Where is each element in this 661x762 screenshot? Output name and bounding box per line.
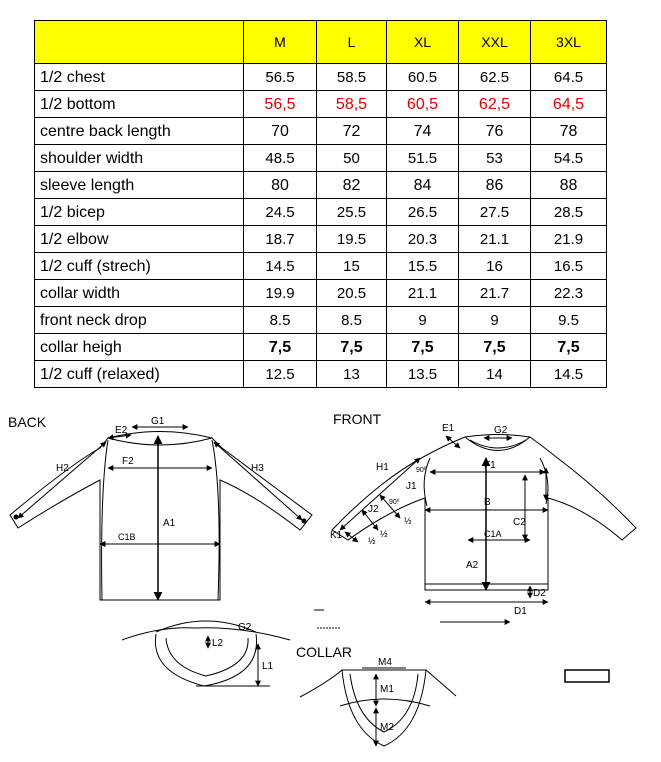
blank-box (565, 670, 609, 682)
measurement-value-m: 18.7 (244, 226, 317, 253)
front-label-half2: ½ (380, 529, 388, 539)
collar-back-label-l2: L2 (212, 638, 224, 649)
measurement-value-l: 7,5 (317, 334, 387, 361)
measurement-label: centre back length (35, 118, 244, 145)
measurement-label: sleeve length (35, 172, 244, 199)
size-row (35, 280, 607, 307)
measurement-value-xxl: 86 (459, 172, 531, 199)
size-row (35, 226, 607, 253)
measurement-value-xxl: 62.5 (459, 64, 531, 91)
measurement-value-xl: 21.1 (387, 280, 459, 307)
measurement-value-l: 8.5 (317, 307, 387, 334)
measurement-value-m: 7,5 (244, 334, 317, 361)
garment-measurement-diagram (0, 400, 661, 762)
size-row (35, 91, 607, 118)
collar-back-label-l1: L1 (262, 661, 274, 672)
measurement-value-m: 14.5 (244, 253, 317, 280)
measurement-value-l: 15 (317, 253, 387, 280)
size-header-row (35, 21, 607, 64)
front-label-i: I (545, 470, 548, 481)
back-title: BACK (8, 414, 47, 430)
back-view (8, 414, 312, 600)
measurement-label: collar width (35, 280, 244, 307)
size-chart-table (34, 20, 607, 388)
measurement-value-3xl: 78 (531, 118, 607, 145)
back-label-g1: G1 (151, 416, 165, 427)
collar-label-m2: M2 (380, 722, 394, 733)
measurement-value-xxl: 62,5 (459, 91, 531, 118)
measurement-value-xxl: 21.7 (459, 280, 531, 307)
measurement-value-3xl: 21.9 (531, 226, 607, 253)
size-row (35, 118, 607, 145)
front-label-f1: F1 (484, 460, 496, 471)
measurement-label: shoulder width (35, 145, 244, 172)
measurement-value-xxl: 7,5 (459, 334, 531, 361)
measurement-value-3xl: 7,5 (531, 334, 607, 361)
measurement-value-m: 56,5 (244, 91, 317, 118)
measurement-value-3xl: 22.3 (531, 280, 607, 307)
front-label-deg1: 90º (416, 467, 427, 474)
measurement-value-xl: 26.5 (387, 199, 459, 226)
front-label-k1: K1 (330, 530, 343, 541)
size-header-3xl: 3XL (531, 21, 607, 64)
measurement-value-l: 20.5 (317, 280, 387, 307)
measurement-value-xxl: 16 (459, 253, 531, 280)
size-row (35, 64, 607, 91)
measurement-value-3xl: 9.5 (531, 307, 607, 334)
size-row (35, 199, 607, 226)
measurement-value-l: 25.5 (317, 199, 387, 226)
measurement-value-m: 56.5 (244, 64, 317, 91)
front-label-c1a: C1A (484, 529, 502, 539)
measurement-label: 1/2 elbow (35, 226, 244, 253)
front-label-e1: E1 (442, 423, 455, 434)
measurement-label: 1/2 cuff (strech) (35, 253, 244, 280)
measurement-value-xxl: 53 (459, 145, 531, 172)
size-row (35, 145, 607, 172)
measurement-value-l: 19.5 (317, 226, 387, 253)
front-label-b: B (484, 497, 491, 508)
front-label-d1: D1 (514, 606, 527, 617)
front-label-half3: ½ (368, 536, 376, 546)
front-label-half1: ½ (404, 516, 412, 526)
collar-front-detail (296, 644, 456, 746)
header-blank-cell (35, 21, 244, 64)
measurement-label: front neck drop (35, 307, 244, 334)
measurement-value-l: 58.5 (317, 64, 387, 91)
measurement-value-xl: 60.5 (387, 64, 459, 91)
collar-label-m1: M1 (380, 684, 394, 695)
size-row (35, 253, 607, 280)
measurement-value-xl: 7,5 (387, 334, 459, 361)
size-row (35, 334, 607, 361)
measurement-value-m: 80 (244, 172, 317, 199)
measurement-value-xxl: 21.1 (459, 226, 531, 253)
size-header-l: L (317, 21, 387, 64)
measurement-value-3xl: 28.5 (531, 199, 607, 226)
measurement-label: 1/2 cuff (relaxed) (35, 361, 244, 388)
measurement-value-xl: 15.5 (387, 253, 459, 280)
measurement-value-3xl: 14.5 (531, 361, 607, 388)
front-label-deg2: 90º (389, 499, 400, 506)
measurement-value-l: 72 (317, 118, 387, 145)
collar-back-label-g2: G2 (238, 622, 252, 633)
front-view (330, 411, 636, 622)
front-label-j2: J2 (368, 504, 379, 515)
measurement-label: collar heigh (35, 334, 244, 361)
measurement-value-l: 58,5 (317, 91, 387, 118)
measurement-label: 1/2 bottom (35, 91, 244, 118)
size-header-xl: XL (387, 21, 459, 64)
measurement-value-m: 48.5 (244, 145, 317, 172)
collar-label-m4: M4 (378, 657, 392, 668)
measurement-value-m: 19.9 (244, 280, 317, 307)
front-label-a2: A2 (466, 560, 479, 571)
measurement-value-xl: 9 (387, 307, 459, 334)
measurement-value-m: 70 (244, 118, 317, 145)
collar-title: COLLAR (296, 644, 353, 660)
measurement-value-xl: 20.3 (387, 226, 459, 253)
measurement-value-l: 13 (317, 361, 387, 388)
back-label-a1: A1 (163, 518, 176, 529)
back-label-c1b: C1B (118, 532, 136, 542)
measurement-value-m: 24.5 (244, 199, 317, 226)
measurement-value-xl: 51.5 (387, 145, 459, 172)
front-label-j1: J1 (406, 481, 417, 492)
measurement-value-xxl: 27.5 (459, 199, 531, 226)
size-row (35, 361, 607, 388)
front-label-d2: D2 (533, 588, 546, 599)
measurement-value-3xl: 64,5 (531, 91, 607, 118)
measurement-value-m: 8.5 (244, 307, 317, 334)
front-label-c2: C2 (513, 517, 526, 528)
front-label-g2: G2 (494, 425, 508, 436)
front-label-h1: H1 (376, 462, 389, 473)
front-title: FRONT (333, 411, 382, 427)
size-row (35, 307, 607, 334)
measurement-value-xxl: 76 (459, 118, 531, 145)
measurement-label: 1/2 bicep (35, 199, 244, 226)
back-label-h3: H3 (251, 463, 264, 474)
measurement-value-l: 82 (317, 172, 387, 199)
back-label-h2: H2 (56, 463, 69, 474)
size-row (35, 172, 607, 199)
measurement-value-xl: 13.5 (387, 361, 459, 388)
measurement-value-xxl: 14 (459, 361, 531, 388)
measurement-label: 1/2 chest (35, 64, 244, 91)
size-header-m: M (244, 21, 317, 64)
measurement-value-3xl: 88 (531, 172, 607, 199)
measurement-value-xxl: 9 (459, 307, 531, 334)
back-label-f2: F2 (122, 456, 134, 467)
measurement-value-3xl: 16.5 (531, 253, 607, 280)
measurement-value-m: 12.5 (244, 361, 317, 388)
measurement-value-xl: 74 (387, 118, 459, 145)
measurement-value-xl: 60,5 (387, 91, 459, 118)
measurement-value-xl: 84 (387, 172, 459, 199)
measurement-value-l: 50 (317, 145, 387, 172)
measurement-value-3xl: 54.5 (531, 145, 607, 172)
size-header-xxl: XXL (459, 21, 531, 64)
measurement-value-3xl: 64.5 (531, 64, 607, 91)
back-label-e2: E2 (115, 425, 128, 436)
collar-back-detail (122, 621, 290, 686)
